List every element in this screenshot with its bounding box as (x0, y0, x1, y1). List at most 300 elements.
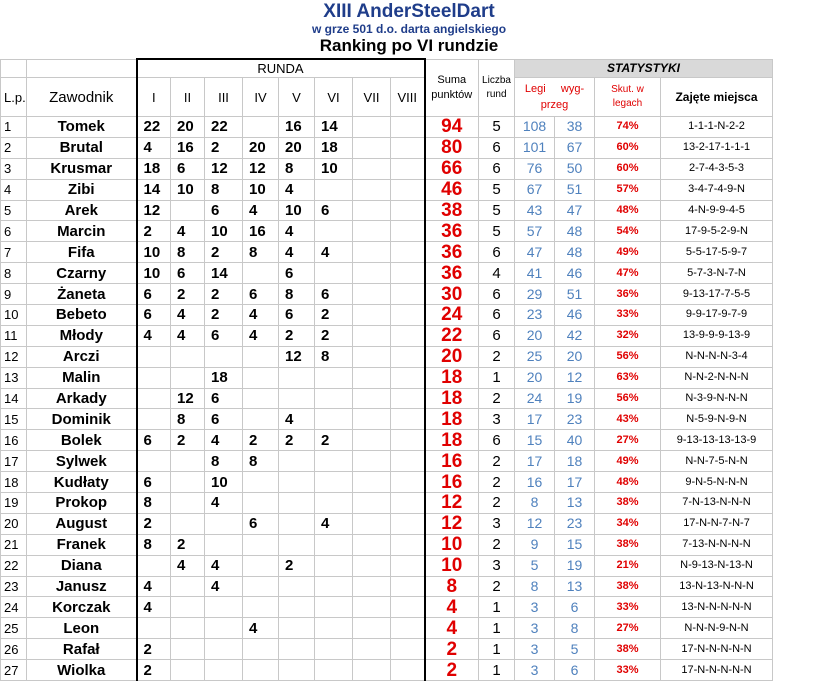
player-name: Żaneta (27, 284, 137, 305)
points-total: 94 (425, 117, 479, 138)
leg-efficiency: 21% (595, 555, 661, 576)
places-taken: 9-9-17-9-7-9 (661, 305, 773, 326)
round-score-6 (315, 660, 353, 681)
round-score-8 (391, 117, 425, 138)
round-score-3: 2 (205, 137, 243, 158)
round-score-1: 4 (137, 325, 171, 346)
round-score-1: 6 (137, 305, 171, 326)
table-row (1, 618, 773, 639)
places-taken: 13-9-9-9-13-9 (661, 325, 773, 346)
round-score-7 (353, 305, 391, 326)
points-total: 22 (425, 325, 479, 346)
round-score-5: 2 (279, 325, 315, 346)
round-score-1 (137, 409, 171, 430)
places-taken: 13-N-13-N-N-N (661, 576, 773, 597)
round-score-4: 4 (243, 618, 279, 639)
legs-won: 12 (515, 513, 555, 534)
table-row (1, 346, 773, 367)
round-score-1 (137, 367, 171, 388)
round-score-6 (315, 451, 353, 472)
round-score-5 (279, 513, 315, 534)
round-score-8 (391, 221, 425, 242)
rounds-count: 3 (479, 555, 515, 576)
round-score-7 (353, 472, 391, 493)
round-score-1: 14 (137, 179, 171, 200)
legs-won: 24 (515, 388, 555, 409)
places-taken: 13-N-N-N-N-N (661, 597, 773, 618)
round-score-8 (391, 284, 425, 305)
round-score-2: 20 (171, 117, 205, 138)
legs-won: 5 (515, 555, 555, 576)
round-score-8 (391, 555, 425, 576)
places-taken: N-N-N-N-3-4 (661, 346, 773, 367)
round-score-4: 20 (243, 137, 279, 158)
lp-cell: 1 (1, 117, 27, 138)
round-score-1: 6 (137, 284, 171, 305)
leg-efficiency: 74% (595, 117, 661, 138)
round-score-2 (171, 513, 205, 534)
round-score-4: 10 (243, 179, 279, 200)
round-score-3 (205, 534, 243, 555)
round-score-5 (279, 451, 315, 472)
round-score-2 (171, 451, 205, 472)
round-score-1: 10 (137, 242, 171, 263)
legs-lost: 13 (555, 493, 595, 514)
round-score-1: 4 (137, 597, 171, 618)
round-score-2 (171, 618, 205, 639)
lp-cell: 9 (1, 284, 27, 305)
round-score-3: 2 (205, 284, 243, 305)
round-score-8 (391, 430, 425, 451)
table-row (1, 117, 773, 138)
round-score-3: 22 (205, 117, 243, 138)
leg-efficiency: 49% (595, 451, 661, 472)
legs-won: 43 (515, 200, 555, 221)
round-score-1: 18 (137, 158, 171, 179)
lp-cell: 12 (1, 346, 27, 367)
round-score-6 (315, 179, 353, 200)
round-score-8 (391, 179, 425, 200)
legs-lost: 19 (555, 555, 595, 576)
places-taken: 9-13-17-7-5-5 (661, 284, 773, 305)
player-name: Brutal (27, 137, 137, 158)
places-taken: N-N-7-5-N-N (661, 451, 773, 472)
round-score-7 (353, 618, 391, 639)
leg-efficiency: 33% (595, 305, 661, 326)
places-taken: N-N-N-9-N-N (661, 618, 773, 639)
round-score-1 (137, 346, 171, 367)
round-score-4 (243, 493, 279, 514)
table-row (1, 221, 773, 242)
round-score-2: 6 (171, 263, 205, 284)
round-score-6 (315, 534, 353, 555)
round-score-7 (353, 137, 391, 158)
round-score-2 (171, 660, 205, 681)
points-total: 66 (425, 158, 479, 179)
round-score-5: 6 (279, 263, 315, 284)
legs-won: 17 (515, 451, 555, 472)
rounds-count: 2 (479, 346, 515, 367)
zajete-header: Zajęte miejsca (661, 78, 773, 117)
legi-header: Legi wyg- przeg (515, 78, 595, 117)
lp-cell: 26 (1, 639, 27, 660)
lp-cell: 23 (1, 576, 27, 597)
round-score-6 (315, 639, 353, 660)
round-score-5 (279, 618, 315, 639)
round-score-2 (171, 576, 205, 597)
leg-efficiency: 34% (595, 513, 661, 534)
lp-cell: 5 (1, 200, 27, 221)
round-score-3 (205, 618, 243, 639)
round-score-2: 8 (171, 409, 205, 430)
player-name: Czarny (27, 263, 137, 284)
round-score-5 (279, 472, 315, 493)
round-score-5: 8 (279, 284, 315, 305)
player-name: Diana (27, 555, 137, 576)
round-score-1: 4 (137, 576, 171, 597)
places-taken: 17-N-N-7-N-7 (661, 513, 773, 534)
leg-efficiency: 54% (595, 221, 661, 242)
player-header: Zawodnik (27, 78, 137, 117)
round-score-4 (243, 534, 279, 555)
points-total: 12 (425, 513, 479, 534)
round-score-2: 4 (171, 305, 205, 326)
player-name: Zibi (27, 179, 137, 200)
player-name: Rafał (27, 639, 137, 660)
player-name: Wiolka (27, 660, 137, 681)
player-name: Kudłaty (27, 472, 137, 493)
rounds-count: 6 (479, 158, 515, 179)
legs-lost: 20 (555, 346, 595, 367)
round-score-5: 10 (279, 200, 315, 221)
round-score-3 (205, 639, 243, 660)
leg-efficiency: 38% (595, 534, 661, 555)
leg-efficiency: 56% (595, 388, 661, 409)
round-score-2 (171, 597, 205, 618)
places-taken: 9-13-13-13-13-9 (661, 430, 773, 451)
player-name: Franek (27, 534, 137, 555)
rounds-count: 5 (479, 179, 515, 200)
round-score-3 (205, 597, 243, 618)
round-score-3: 18 (205, 367, 243, 388)
rounds-count: 6 (479, 305, 515, 326)
sheet-title: XIII AnderSteelDart (323, 1, 495, 22)
round-score-6 (315, 576, 353, 597)
legs-won: 108 (515, 117, 555, 138)
round-score-2 (171, 200, 205, 221)
places-taken: 7-N-13-N-N-N (661, 493, 773, 514)
leg-efficiency: 32% (595, 325, 661, 346)
round-score-4 (243, 639, 279, 660)
legs-won: 8 (515, 493, 555, 514)
places-taken: N-3-9-N-N-N (661, 388, 773, 409)
round-score-5: 20 (279, 137, 315, 158)
round-score-3: 2 (205, 305, 243, 326)
round-score-1: 10 (137, 263, 171, 284)
round-score-2: 2 (171, 284, 205, 305)
round-header-1: I (137, 78, 171, 117)
places-taken: 17-9-5-2-9-N (661, 221, 773, 242)
round-score-8 (391, 242, 425, 263)
round-score-1: 12 (137, 200, 171, 221)
legs-won: 15 (515, 430, 555, 451)
round-score-7 (353, 242, 391, 263)
round-score-7 (353, 430, 391, 451)
round-score-7 (353, 409, 391, 430)
round-score-7 (353, 597, 391, 618)
round-header-4: IV (243, 78, 279, 117)
legs-won: 101 (515, 137, 555, 158)
places-taken: N-9-13-N-13-N (661, 555, 773, 576)
leg-efficiency: 56% (595, 346, 661, 367)
round-score-3: 10 (205, 472, 243, 493)
leg-efficiency: 38% (595, 493, 661, 514)
round-score-6 (315, 472, 353, 493)
round-score-3: 4 (205, 576, 243, 597)
table-row (1, 472, 773, 493)
points-total: 8 (425, 576, 479, 597)
round-score-1: 2 (137, 639, 171, 660)
legs-lost: 67 (555, 137, 595, 158)
rounds-count: 6 (479, 284, 515, 305)
rounds-count: 1 (479, 597, 515, 618)
player-name: Marcin (27, 221, 137, 242)
lp-cell: 6 (1, 221, 27, 242)
round-score-6: 6 (315, 284, 353, 305)
round-score-4: 8 (243, 242, 279, 263)
points-total: 18 (425, 430, 479, 451)
round-score-8 (391, 493, 425, 514)
legs-lost: 23 (555, 409, 595, 430)
points-total: 4 (425, 618, 479, 639)
lp-cell: 13 (1, 367, 27, 388)
lp-cell: 8 (1, 263, 27, 284)
round-score-3: 8 (205, 451, 243, 472)
lp-cell: 25 (1, 618, 27, 639)
header-row-2 (1, 78, 773, 117)
round-score-6: 2 (315, 305, 353, 326)
round-score-6: 4 (315, 242, 353, 263)
round-score-8 (391, 346, 425, 367)
points-total: 30 (425, 284, 479, 305)
round-score-6 (315, 221, 353, 242)
player-name: Dominik (27, 409, 137, 430)
round-score-8 (391, 513, 425, 534)
table-row (1, 660, 773, 681)
table-row (1, 534, 773, 555)
rounds-count: 3 (479, 513, 515, 534)
round-score-6 (315, 409, 353, 430)
round-score-6 (315, 263, 353, 284)
legs-lost: 50 (555, 158, 595, 179)
round-score-1: 2 (137, 660, 171, 681)
rounds-count: 5 (479, 221, 515, 242)
places-taken: N-5-9-N-9-N (661, 409, 773, 430)
suma-header: Suma punktów (425, 59, 479, 117)
table-row (1, 158, 773, 179)
round-score-8 (391, 576, 425, 597)
round-score-2: 4 (171, 221, 205, 242)
round-header-5: V (279, 78, 315, 117)
lp-cell: 24 (1, 597, 27, 618)
player-name: Sylwek (27, 451, 137, 472)
points-total: 4 (425, 597, 479, 618)
points-total: 46 (425, 179, 479, 200)
round-score-5: 2 (279, 555, 315, 576)
round-score-6 (315, 597, 353, 618)
round-score-4 (243, 367, 279, 388)
round-score-6 (315, 555, 353, 576)
leg-efficiency: 63% (595, 367, 661, 388)
round-score-2: 6 (171, 158, 205, 179)
leg-efficiency: 48% (595, 200, 661, 221)
round-score-8 (391, 388, 425, 409)
round-score-7 (353, 158, 391, 179)
table-row (1, 388, 773, 409)
lp-header: L.p. (1, 78, 27, 117)
round-score-4: 6 (243, 513, 279, 534)
rounds-count: 1 (479, 660, 515, 681)
leg-efficiency: 38% (595, 576, 661, 597)
sheet-subtitle: w grze 501 d.o. darta angielskiego (311, 22, 507, 36)
legs-won: 3 (515, 639, 555, 660)
round-score-8 (391, 618, 425, 639)
lp-cell: 14 (1, 388, 27, 409)
places-taken: 1-1-1-N-2-2 (661, 117, 773, 138)
round-score-6: 8 (315, 346, 353, 367)
points-total: 36 (425, 242, 479, 263)
legs-won: 20 (515, 367, 555, 388)
leg-efficiency: 33% (595, 660, 661, 681)
rounds-count: 6 (479, 430, 515, 451)
lp-cell: 27 (1, 660, 27, 681)
round-score-2 (171, 367, 205, 388)
round-score-6 (315, 618, 353, 639)
rounds-count: 2 (479, 493, 515, 514)
sheet-header (0, 0, 818, 58)
round-score-4: 16 (243, 221, 279, 242)
rounds-count: 2 (479, 388, 515, 409)
round-score-1: 6 (137, 472, 171, 493)
round-score-2: 16 (171, 137, 205, 158)
rounds-count: 6 (479, 242, 515, 263)
player-name: Bolek (27, 430, 137, 451)
round-score-4 (243, 660, 279, 681)
round-score-5: 4 (279, 409, 315, 430)
leg-efficiency: 43% (595, 409, 661, 430)
round-score-8 (391, 597, 425, 618)
table-row (1, 493, 773, 514)
lp-cell: 17 (1, 451, 27, 472)
rounds-count: 2 (479, 534, 515, 555)
round-header-2: II (171, 78, 205, 117)
rounds-count: 2 (479, 451, 515, 472)
round-score-2: 2 (171, 430, 205, 451)
round-score-3: 4 (205, 493, 243, 514)
round-score-7 (353, 284, 391, 305)
ranking-table (0, 58, 773, 681)
places-taken: 5-7-3-N-7-N (661, 263, 773, 284)
round-score-5 (279, 597, 315, 618)
table-row (1, 597, 773, 618)
rounds-count: 5 (479, 200, 515, 221)
round-score-7 (353, 346, 391, 367)
table-row (1, 200, 773, 221)
round-score-1: 4 (137, 137, 171, 158)
round-score-1: 8 (137, 534, 171, 555)
legs-won: 3 (515, 660, 555, 681)
rounds-count: 6 (479, 137, 515, 158)
round-score-5: 16 (279, 117, 315, 138)
round-score-2: 4 (171, 325, 205, 346)
points-total: 18 (425, 367, 479, 388)
legs-lost: 46 (555, 305, 595, 326)
round-score-5 (279, 639, 315, 660)
places-taken: 2-7-4-3-5-3 (661, 158, 773, 179)
points-total: 24 (425, 305, 479, 326)
table-row (1, 242, 773, 263)
round-score-4: 4 (243, 200, 279, 221)
legs-lost: 38 (555, 117, 595, 138)
legs-lost: 47 (555, 200, 595, 221)
round-score-7 (353, 513, 391, 534)
round-score-7 (353, 451, 391, 472)
round-score-2 (171, 639, 205, 660)
rounds-count: 2 (479, 472, 515, 493)
lp-cell: 4 (1, 179, 27, 200)
round-header-6: VI (315, 78, 353, 117)
round-score-7 (353, 325, 391, 346)
round-score-7 (353, 660, 391, 681)
round-score-5 (279, 576, 315, 597)
legs-won: 57 (515, 221, 555, 242)
round-score-3: 6 (205, 388, 243, 409)
round-score-5: 4 (279, 179, 315, 200)
player-name: Tomek (27, 117, 137, 138)
round-score-7 (353, 493, 391, 514)
round-score-2: 10 (171, 179, 205, 200)
player-name: Arkady (27, 388, 137, 409)
round-header-3: III (205, 78, 243, 117)
round-score-1 (137, 555, 171, 576)
legs-lost: 15 (555, 534, 595, 555)
round-score-5: 6 (279, 305, 315, 326)
round-score-5: 8 (279, 158, 315, 179)
round-score-7 (353, 367, 391, 388)
points-total: 80 (425, 137, 479, 158)
legs-lost: 6 (555, 597, 595, 618)
round-score-4 (243, 597, 279, 618)
places-taken: 4-N-9-9-4-5 (661, 200, 773, 221)
lp-cell: 11 (1, 325, 27, 346)
legs-won: 17 (515, 409, 555, 430)
round-score-4: 8 (243, 451, 279, 472)
places-taken: 9-N-5-N-N-N (661, 472, 773, 493)
legs-won: 20 (515, 325, 555, 346)
points-total: 20 (425, 346, 479, 367)
player-name: Fifa (27, 242, 137, 263)
round-score-4 (243, 388, 279, 409)
legs-won: 41 (515, 263, 555, 284)
round-score-7 (353, 117, 391, 138)
legs-lost: 48 (555, 242, 595, 263)
round-score-4: 12 (243, 158, 279, 179)
table-row (1, 409, 773, 430)
rounds-count: 1 (479, 367, 515, 388)
round-score-5 (279, 534, 315, 555)
skut-header: Skut. w legach (595, 78, 661, 117)
table-row (1, 555, 773, 576)
